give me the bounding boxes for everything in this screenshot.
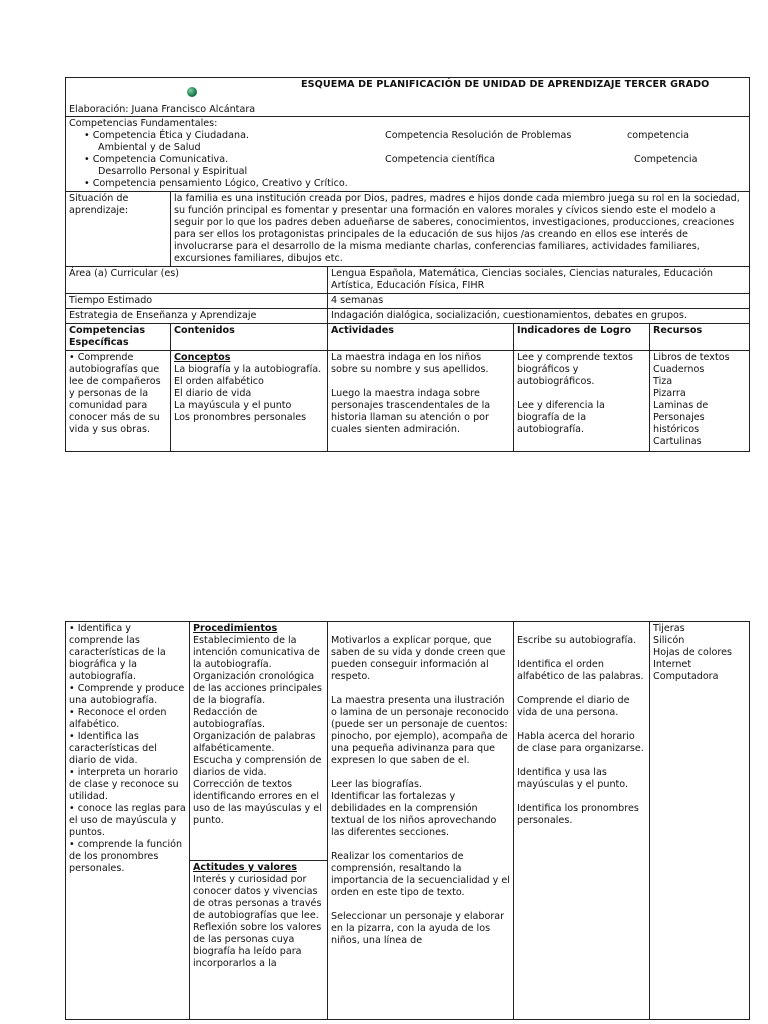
competencia-item: • Comprende y produce una autobiografía.: [69, 683, 185, 706]
actividad-item: Seleccionar un personaje y elaborar en la pizarra, con la ayuda de los niños, una línea de: [331, 911, 505, 946]
recurso-item: Pizarra: [653, 388, 686, 399]
competencia-item: • Reconoce el orden alfabético.: [69, 707, 167, 730]
actividad-item: La maestra presenta una ilustración o lamina de un personaje reconocido (puede ser un personaje de cuentos: pinocho, por ejemplo), acompaña de una pequeña adivinanza para que expresen lo que saben de el.: [331, 695, 509, 766]
col-header-indicadores: Indicadores de Logro: [514, 324, 650, 351]
author-line: Elaboración: Juana Francisco Alcántara: [69, 104, 256, 115]
competencia-ambiental-cont: Ambiental y de Salud: [98, 142, 201, 153]
competencia-cientifica: Competencia científica: [385, 154, 496, 165]
concepto-item: La biografía y la autobiografía.: [174, 364, 322, 375]
tiempo-label: Tiempo Estimado: [66, 294, 328, 309]
competencia-item: • interpreta un horario de clase y reconoce su utilidad.: [69, 767, 179, 802]
actividades-cell-2: [328, 622, 514, 1020]
actitud-item: Reflexión sobre los valores de las personas cuya biografía ha leído para incorporarlos a la: [193, 922, 322, 969]
contenidos-conceptos: [171, 351, 328, 452]
recursos-cell-1: [650, 351, 750, 452]
col-header-recursos: Recursos: [650, 324, 750, 351]
competencia-item: • Identifica y comprende las características de la biográfica y la autobiografía.: [69, 623, 166, 682]
procedimiento-item: Escucha y comprensión de diarios de vida.: [193, 755, 322, 778]
recurso-item: Computadora: [653, 671, 719, 682]
situacion-label: Situación de aprendizaje:: [66, 192, 171, 267]
competencia-resolucion: Competencia Resolución de Problemas: [385, 130, 572, 141]
situacion-text: la familia es una institución creada por Dios, padres, madres e hijos donde cada miembro juega su rol en la sociedad, su función principal es fomentar y presentar una formación en valores morales y cívicos siendo este el modelo a seguir por lo que los padres deben adueñarse de saberes, conocimientos, investigaciones, producciones, creaciones para ser ellos los protagonistas principales de la educación de sus hijos /as creando en ellos ese interés de involucrarse para el desarrollo de la misma mediante charlas, conferencias familiares, actividades familiares, excursiones familiares, dibujos etc.: [171, 192, 750, 267]
procedimiento-item: Establecimiento de la intención comunicativa de la autobiografía.: [193, 635, 320, 670]
globe-icon: [187, 87, 197, 97]
planning-sheet-continued: [65, 621, 749, 1020]
contenidos-actitudes: [190, 861, 328, 1020]
indicador-item: Lee y diferencia la biografía de la autobiografía.: [517, 400, 605, 435]
competencia-item: • comprende la función de los pronombres personales.: [69, 839, 183, 874]
recurso-item: Cuadernos: [653, 364, 705, 375]
competencia-pensamiento: • Competencia pensamiento Lógico, Creativo y Crítico.: [84, 178, 348, 189]
competencia-ambiental: competencia: [627, 130, 690, 141]
contenidos-procedimientos: [190, 622, 328, 861]
competencia-item: • conoce las reglas para el uso de mayúscula y puntos.: [69, 803, 186, 838]
indicadores-cell-2: [514, 622, 650, 1020]
concepto-item: La mayúscula y el punto: [174, 400, 292, 411]
recurso-item: Silicón: [653, 635, 685, 646]
conceptos-title: Conceptos: [174, 352, 231, 363]
planning-sheet-top: [65, 77, 749, 452]
competencia-etica: • Competencia Ética y Ciudadana.: [84, 130, 250, 141]
actividad-item: Leer las biografías. Identificar las fortalezas y debilidades en la comprensión textual de los niños aprovechando las diferentes secciones.: [331, 779, 497, 838]
actividad-item: Realizar los comentarios de comprensión, resaltando la importancia de la secuencialidad y el orden en este tipo de texto.: [331, 851, 510, 898]
competencias-label: Competencias Fundamentales:: [69, 118, 218, 129]
recurso-item: Cartulinas: [653, 436, 702, 447]
recurso-item: Libros de textos: [653, 352, 730, 363]
recurso-item: Tiza: [653, 376, 673, 387]
procedimiento-item: Organización cronológica de las acciones principales de la biografía.: [193, 671, 322, 706]
actividad-item: Motivarlos a explicar porque, que saben de su vida y donde creen que pueden conseguir información al respeto.: [331, 635, 506, 682]
indicadores-cell-1: [514, 351, 650, 452]
recurso-item: Hojas de colores: [653, 647, 733, 658]
tiempo-value: 4 semanas: [328, 294, 750, 309]
col-header-actividades: Actividades: [328, 324, 514, 351]
continuation-table: [65, 621, 750, 1020]
competencia-comunicativa: • Competencia Comunicativa.: [84, 154, 229, 165]
competencia-desarrollo: Competencia: [634, 154, 698, 165]
competencias-row-2: [69, 154, 746, 166]
concepto-item: El diario de vida: [174, 388, 252, 399]
recursos-cell-2: [650, 622, 750, 1020]
indicador-item: Comprende el diario de vida de una persona.: [517, 695, 630, 718]
recurso-item: Internet: [653, 659, 692, 670]
indicador-item: Lee y comprende textos biográficos y autobiográficos.: [517, 352, 633, 387]
col-header-contenidos: Contenidos: [171, 324, 328, 351]
actitudes-title: Actitudes y valores: [193, 862, 297, 873]
procedimientos-title: Procedimientos: [193, 623, 278, 634]
estrategia-label: Estrategia de Enseñanza y Aprendizaje: [66, 309, 328, 324]
procedimiento-item: Organización de palabras alfabéticamente.: [193, 731, 316, 754]
indicador-item: Habla acerca del horario de clase para organizarse.: [517, 731, 644, 754]
indicador-item: Identifica los pronombres personales.: [517, 803, 639, 826]
indicador-item: Identifica y usa las mayúsculas y el punto.: [517, 767, 629, 790]
estrategia-value: Indagación dialógica, socialización, cuestionamientos, debates en grupos.: [328, 309, 750, 324]
competencias-row-1: [69, 130, 746, 142]
recurso-item: Laminas de Personajes históricos: [653, 400, 709, 435]
actividad-item: La maestra indaga en los niños sobre su nombre y sus apellidos.: [331, 352, 489, 375]
competencia-item: • Identifica las características del diario de vida.: [69, 731, 157, 766]
competencia-desarrollo-cont: Desarrollo Personal y Espiritual: [98, 166, 248, 177]
indicador-item: Identifica el orden alfabético de las palabras.: [517, 659, 644, 682]
competencias-especificas-2: [66, 622, 190, 1020]
competencias-fundamentales: [66, 117, 750, 192]
competencia-especifica-1: • Comprende autobiografías que lee de compañeros y personas de la comunidad para conocer más de su vida y sus obras.: [66, 351, 171, 452]
actividad-item: Luego la maestra indaga sobre personajes trascendentales de la historia llaman su atención o por cuales sienten admiración.: [331, 388, 491, 435]
header-table: [65, 77, 750, 452]
page-title: ESQUEMA DE PLANIFICACIÓN DE UNIDAD DE APRENDIZAJE TERCER GRADO: [301, 79, 710, 90]
indicador-item: Escribe su autobiografía.: [517, 635, 637, 646]
concepto-item: El orden alfabético: [174, 376, 264, 387]
procedimiento-item: Redacción de autobiografías.: [193, 707, 266, 730]
area-label: Área (a) Curricular (es): [66, 267, 328, 294]
actitud-item: Interés y curiosidad por conocer datos y vivencias de otras personas a través de autobiografías que lee.: [193, 874, 322, 921]
recurso-item: Tijeras: [653, 623, 685, 634]
concepto-item: Los pronombres personales: [174, 412, 307, 423]
area-value: Lengua Española, Matemática, Ciencias sociales, Ciencias naturales, Educación Artística, Educación Física, FIHR: [328, 267, 750, 294]
actividades-cell-1: [328, 351, 514, 452]
col-header-competencias: Competencias Específicas: [66, 324, 171, 351]
title-cell: [66, 78, 750, 117]
procedimiento-item: Corrección de textos identificando errores en el uso de las mayúsculas y el punto.: [193, 779, 322, 826]
